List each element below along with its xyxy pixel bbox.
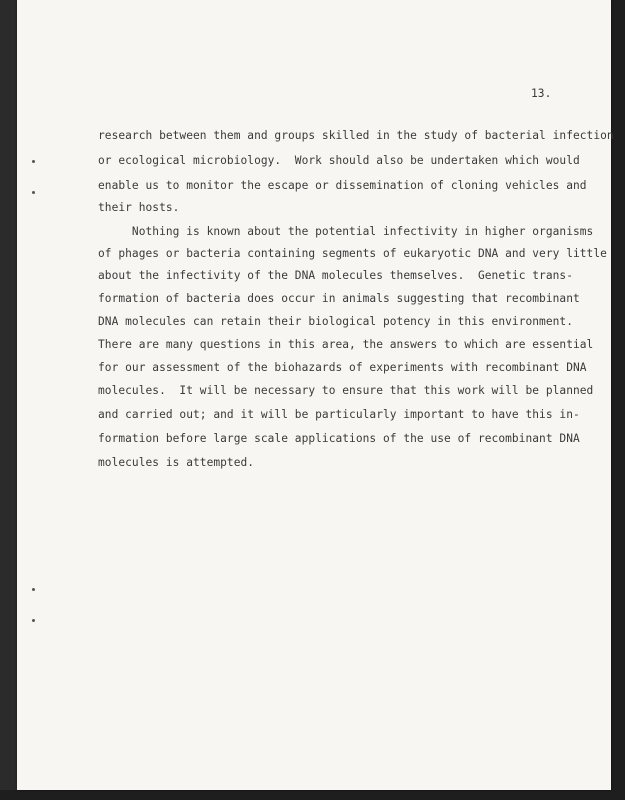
body-line: formation before large scale applications of the use of recombinant DNA (98, 432, 580, 445)
margin-mark (32, 588, 35, 591)
document-page (17, 0, 614, 790)
body-line: about the infectivity of the DNA molecules themselves. Genetic trans- (98, 269, 573, 282)
body-line: molecules is attempted. (98, 456, 255, 469)
body-line: formation of bacteria does occur in animals suggesting that recombinant (98, 292, 580, 305)
body-line: molecules. It will be necessary to ensure that this work will be planned (98, 384, 594, 397)
page-number: 13. (531, 87, 552, 100)
body-line: enable us to monitor the escape or dissemination of cloning vehicles and (98, 179, 587, 192)
margin-mark (32, 191, 35, 194)
body-line: or ecological microbiology. Work should also be undertaken which would (98, 154, 580, 167)
margin-mark (32, 160, 35, 163)
body-line: research between them and groups skilled in the study of bacterial infection (98, 129, 614, 142)
body-line: for our assessment of the biohazards of experiments with recombinant DNA (98, 361, 587, 374)
body-line: DNA molecules can retain their biological potency in this environment. (98, 315, 573, 328)
body-line: There are many questions in this area, the answers to which are essential (98, 338, 594, 351)
scan-background-bottom (0, 790, 625, 800)
body-line: of phages or bacteria containing segments of eukaryotic DNA and very little (98, 247, 607, 260)
body-line: Nothing is known about the potential infectivity in higher organisms (98, 225, 594, 238)
body-line: their hosts. (98, 201, 180, 214)
scan-background-edge (611, 0, 625, 800)
margin-mark (32, 619, 35, 622)
body-line: and carried out; and it will be particularly important to have this in- (98, 408, 580, 421)
